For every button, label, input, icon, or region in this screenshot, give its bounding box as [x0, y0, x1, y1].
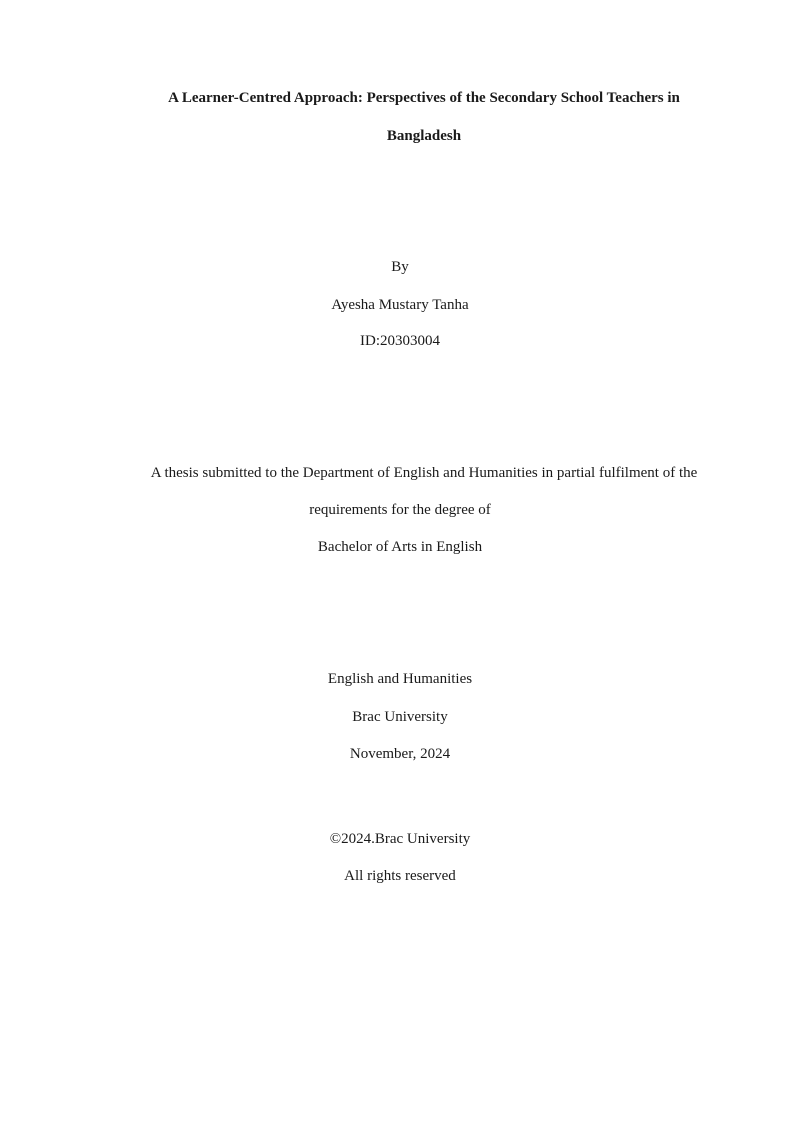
- thesis-title-line-2: Bangladesh: [386, 128, 462, 144]
- department-name: English and Humanities: [327, 671, 473, 687]
- submission-statement-line-1: A thesis submitted to the Department of English and Humanities in partial fulfilment of the: [150, 465, 698, 481]
- author-name: Ayesha Mustary Tanha: [331, 297, 469, 313]
- university-name: Brac University: [352, 709, 448, 725]
- submission-statement-line-2: requirements for the degree of: [309, 502, 491, 518]
- rights-statement: All rights reserved: [344, 868, 456, 884]
- by-label: By: [391, 259, 409, 275]
- copyright-notice: ©2024.Brac University: [329, 831, 471, 847]
- submission-date: November, 2024: [349, 746, 451, 762]
- degree-name: Bachelor of Arts in English: [317, 539, 483, 555]
- thesis-title-line-1: A Learner-Centred Approach: Perspectives of the Secondary School Teachers in: [168, 90, 680, 106]
- student-id: ID:20303004: [360, 333, 440, 349]
